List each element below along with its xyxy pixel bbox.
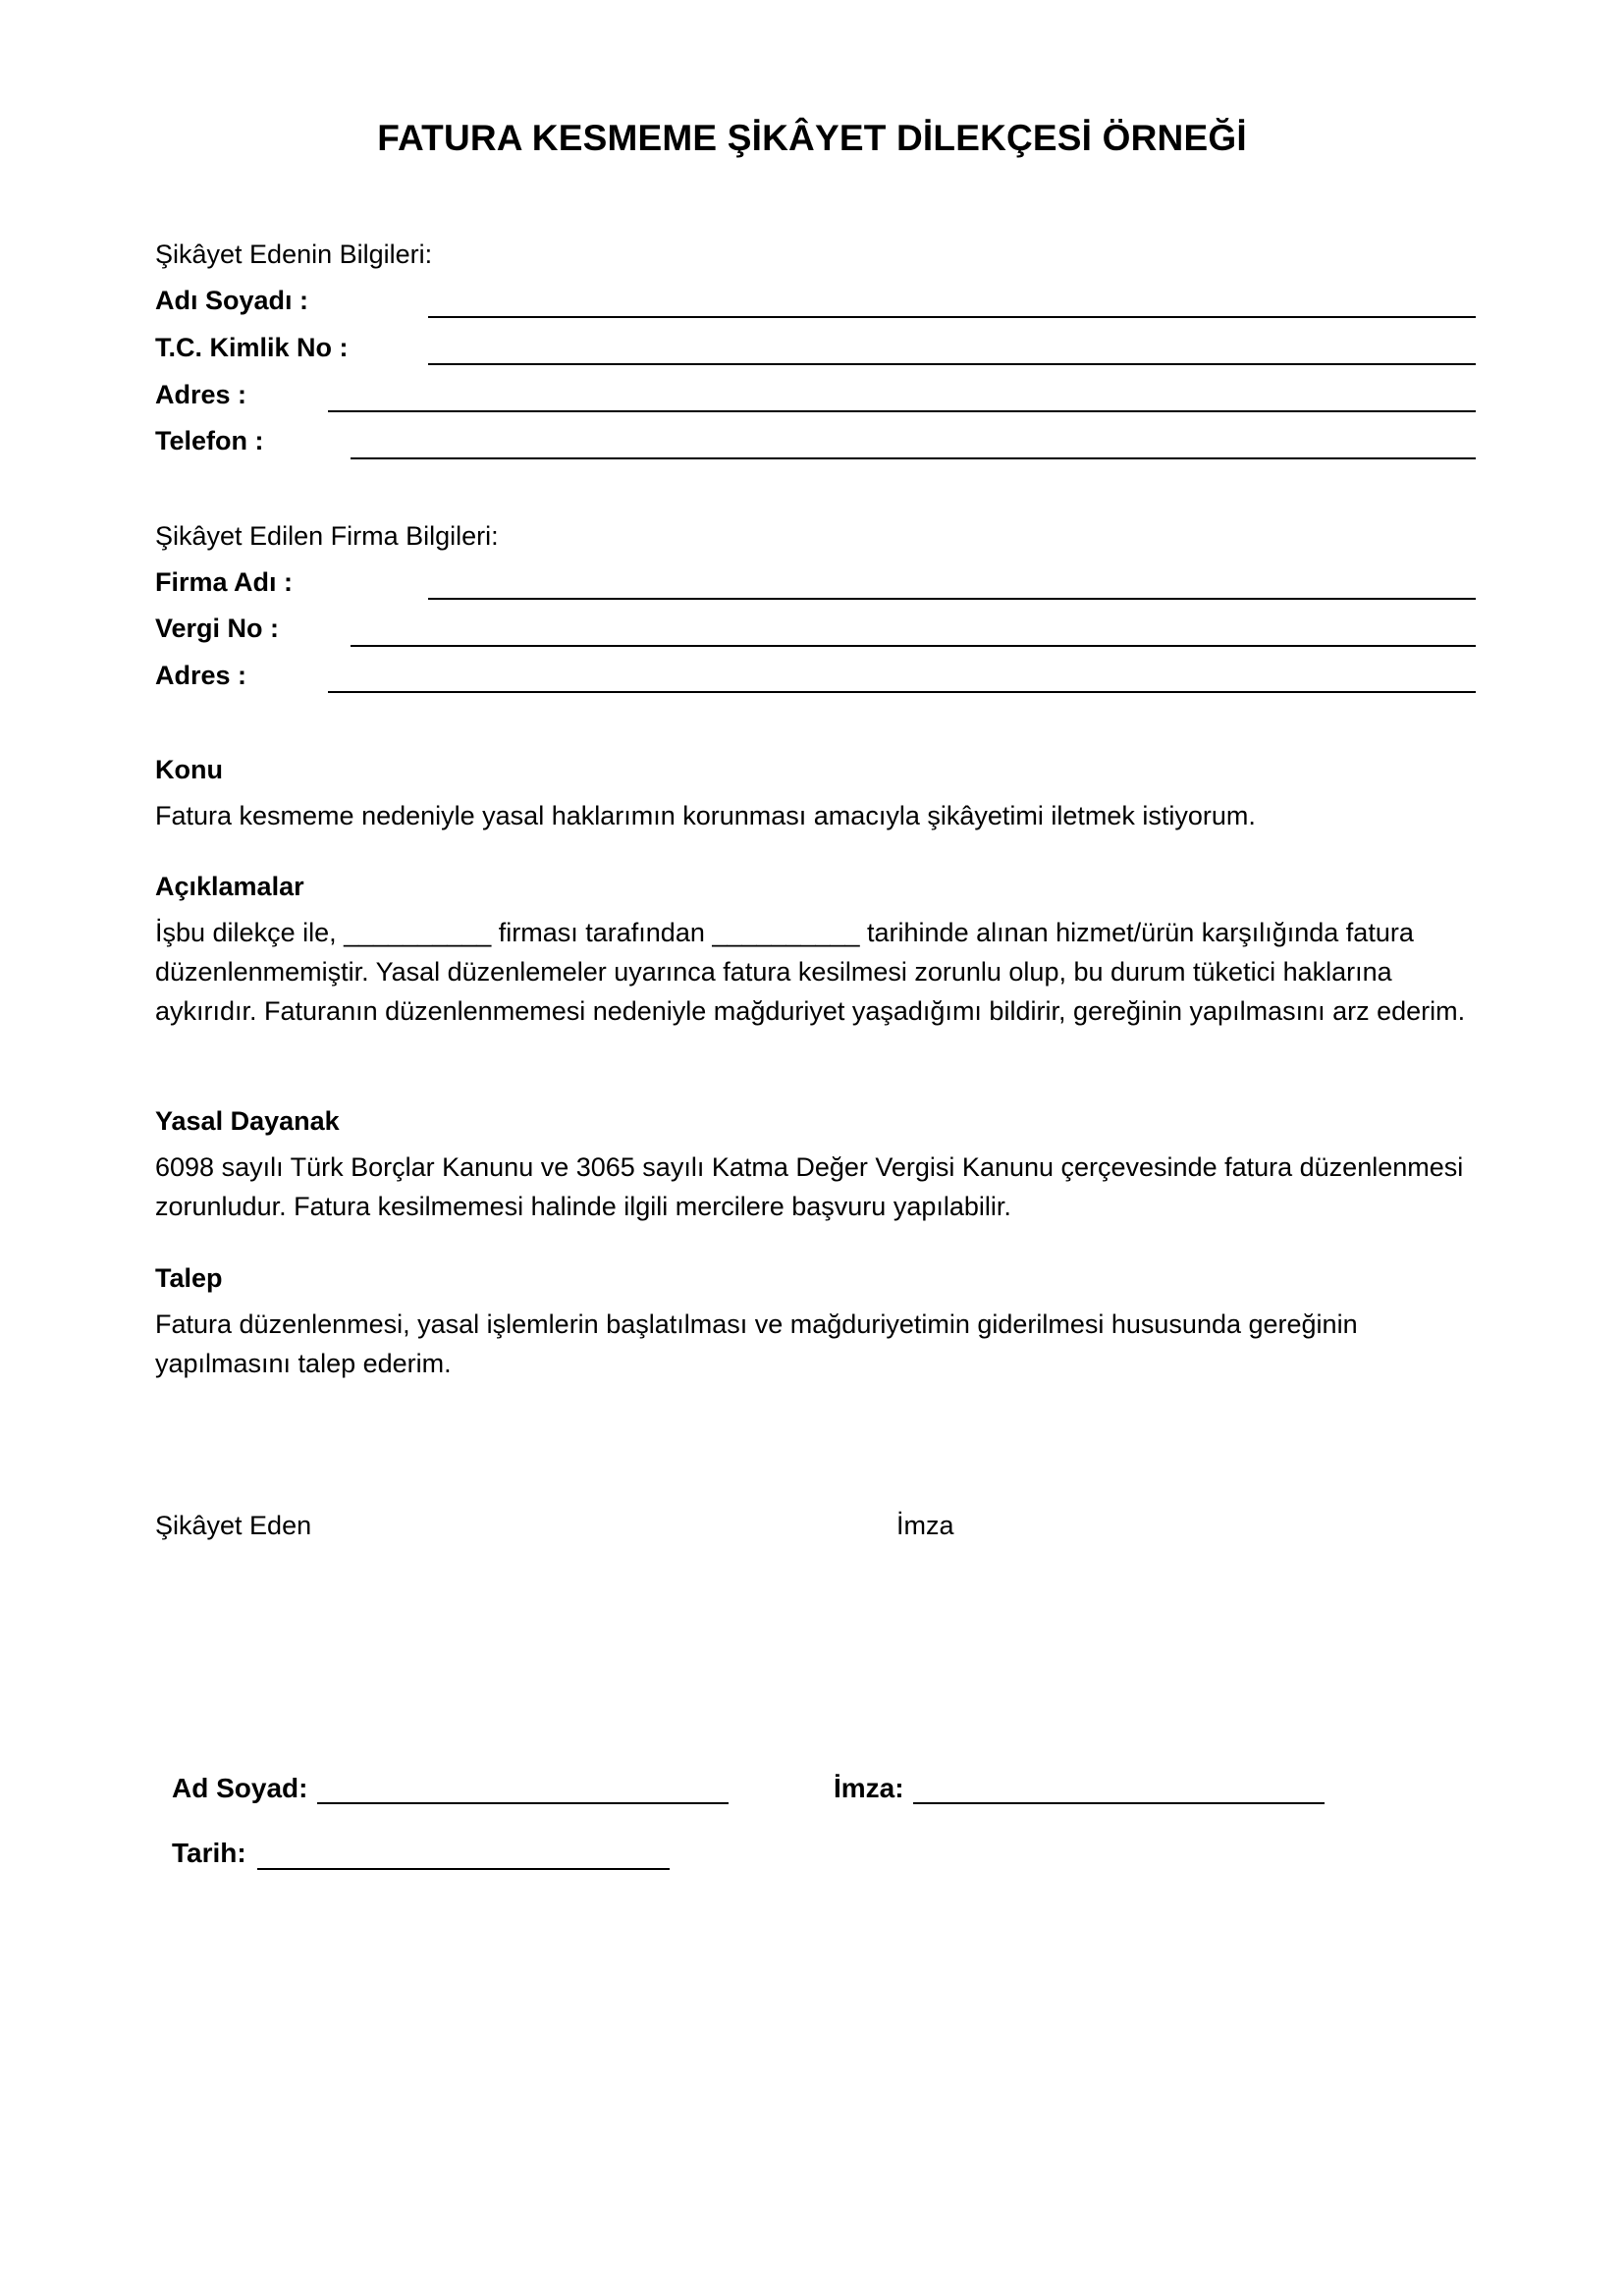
- company-address-label: Adres :: [155, 661, 247, 690]
- footer-signature-field[interactable]: [913, 1802, 1325, 1804]
- complainant-sign-label: Şikâyet Eden: [155, 1511, 312, 1540]
- footer-signature-label: İmza:: [834, 1773, 904, 1803]
- document-title: FATURA KESMEME ŞİKÂYET DİLEKÇESİ ÖRNEĞİ: [377, 118, 1247, 158]
- subject-heading: Konu: [155, 755, 223, 784]
- complainant-phone-field[interactable]: [351, 457, 1476, 459]
- complainant-name-field[interactable]: [428, 316, 1476, 318]
- company-tax-label: Vergi No :: [155, 614, 280, 643]
- request-heading: Talep: [155, 1263, 223, 1293]
- request-text: Fatura düzenlenmesi, yasal işlemlerin başlatılması ve mağduriyetimin giderilmesi hususunda gereğinin yapılmasını talep ederim.: [155, 1309, 1358, 1378]
- explanations-heading: Açıklamalar: [155, 872, 304, 901]
- footer-name-field[interactable]: [317, 1802, 729, 1804]
- footer-date-field[interactable]: [257, 1868, 670, 1870]
- complainant-heading: Şikâyet Edenin Bilgileri:: [155, 240, 433, 269]
- complainant-address-label: Adres :: [155, 380, 247, 409]
- company-name-label: Firma Adı :: [155, 567, 294, 597]
- signature-label: İmza: [896, 1511, 954, 1540]
- footer-date-label: Tarih:: [172, 1838, 246, 1868]
- company-address-field[interactable]: [328, 691, 1476, 693]
- complainant-id-field[interactable]: [428, 363, 1476, 365]
- company-heading: Şikâyet Edilen Firma Bilgileri:: [155, 521, 499, 551]
- complainant-name-label: Adı Soyadı :: [155, 286, 309, 315]
- company-name-field[interactable]: [428, 598, 1476, 600]
- complainant-id-label: T.C. Kimlik No :: [155, 333, 349, 362]
- subject-text: Fatura kesmeme nedeniyle yasal haklarımın korunması amacıyla şikâyetimi iletmek istiyorum.: [155, 801, 1256, 830]
- explanations-text: İşbu dilekçe ile, __________ firması tarafından __________ tarihinde alınan hizmet/ürün karşılığında fatura düzenlenmemiştir. Yasal düzenlemeler uyarınca fatura kesilmesi zorunlu olup, bu durum tüketici haklarına aykırıdır. Faturanın düzenlenmemesi nedeniyle mağduriyet yaşadığımı bildirir, gereğinin yapılmasını arz ederim.: [155, 918, 1466, 1026]
- footer-name-label: Ad Soyad:: [172, 1773, 308, 1803]
- complainant-phone-label: Telefon :: [155, 426, 264, 455]
- company-tax-field[interactable]: [351, 645, 1476, 647]
- legal-basis-heading: Yasal Dayanak: [155, 1106, 340, 1136]
- legal-basis-text: 6098 sayılı Türk Borçlar Kanunu ve 3065 sayılı Katma Değer Vergisi Kanunu çerçevesinde fatura düzenlenmesi zorunludur. Fatura kesilmemesi halinde ilgili mercilere başvuru yapılabilir.: [155, 1152, 1464, 1221]
- complainant-address-field[interactable]: [328, 410, 1476, 412]
